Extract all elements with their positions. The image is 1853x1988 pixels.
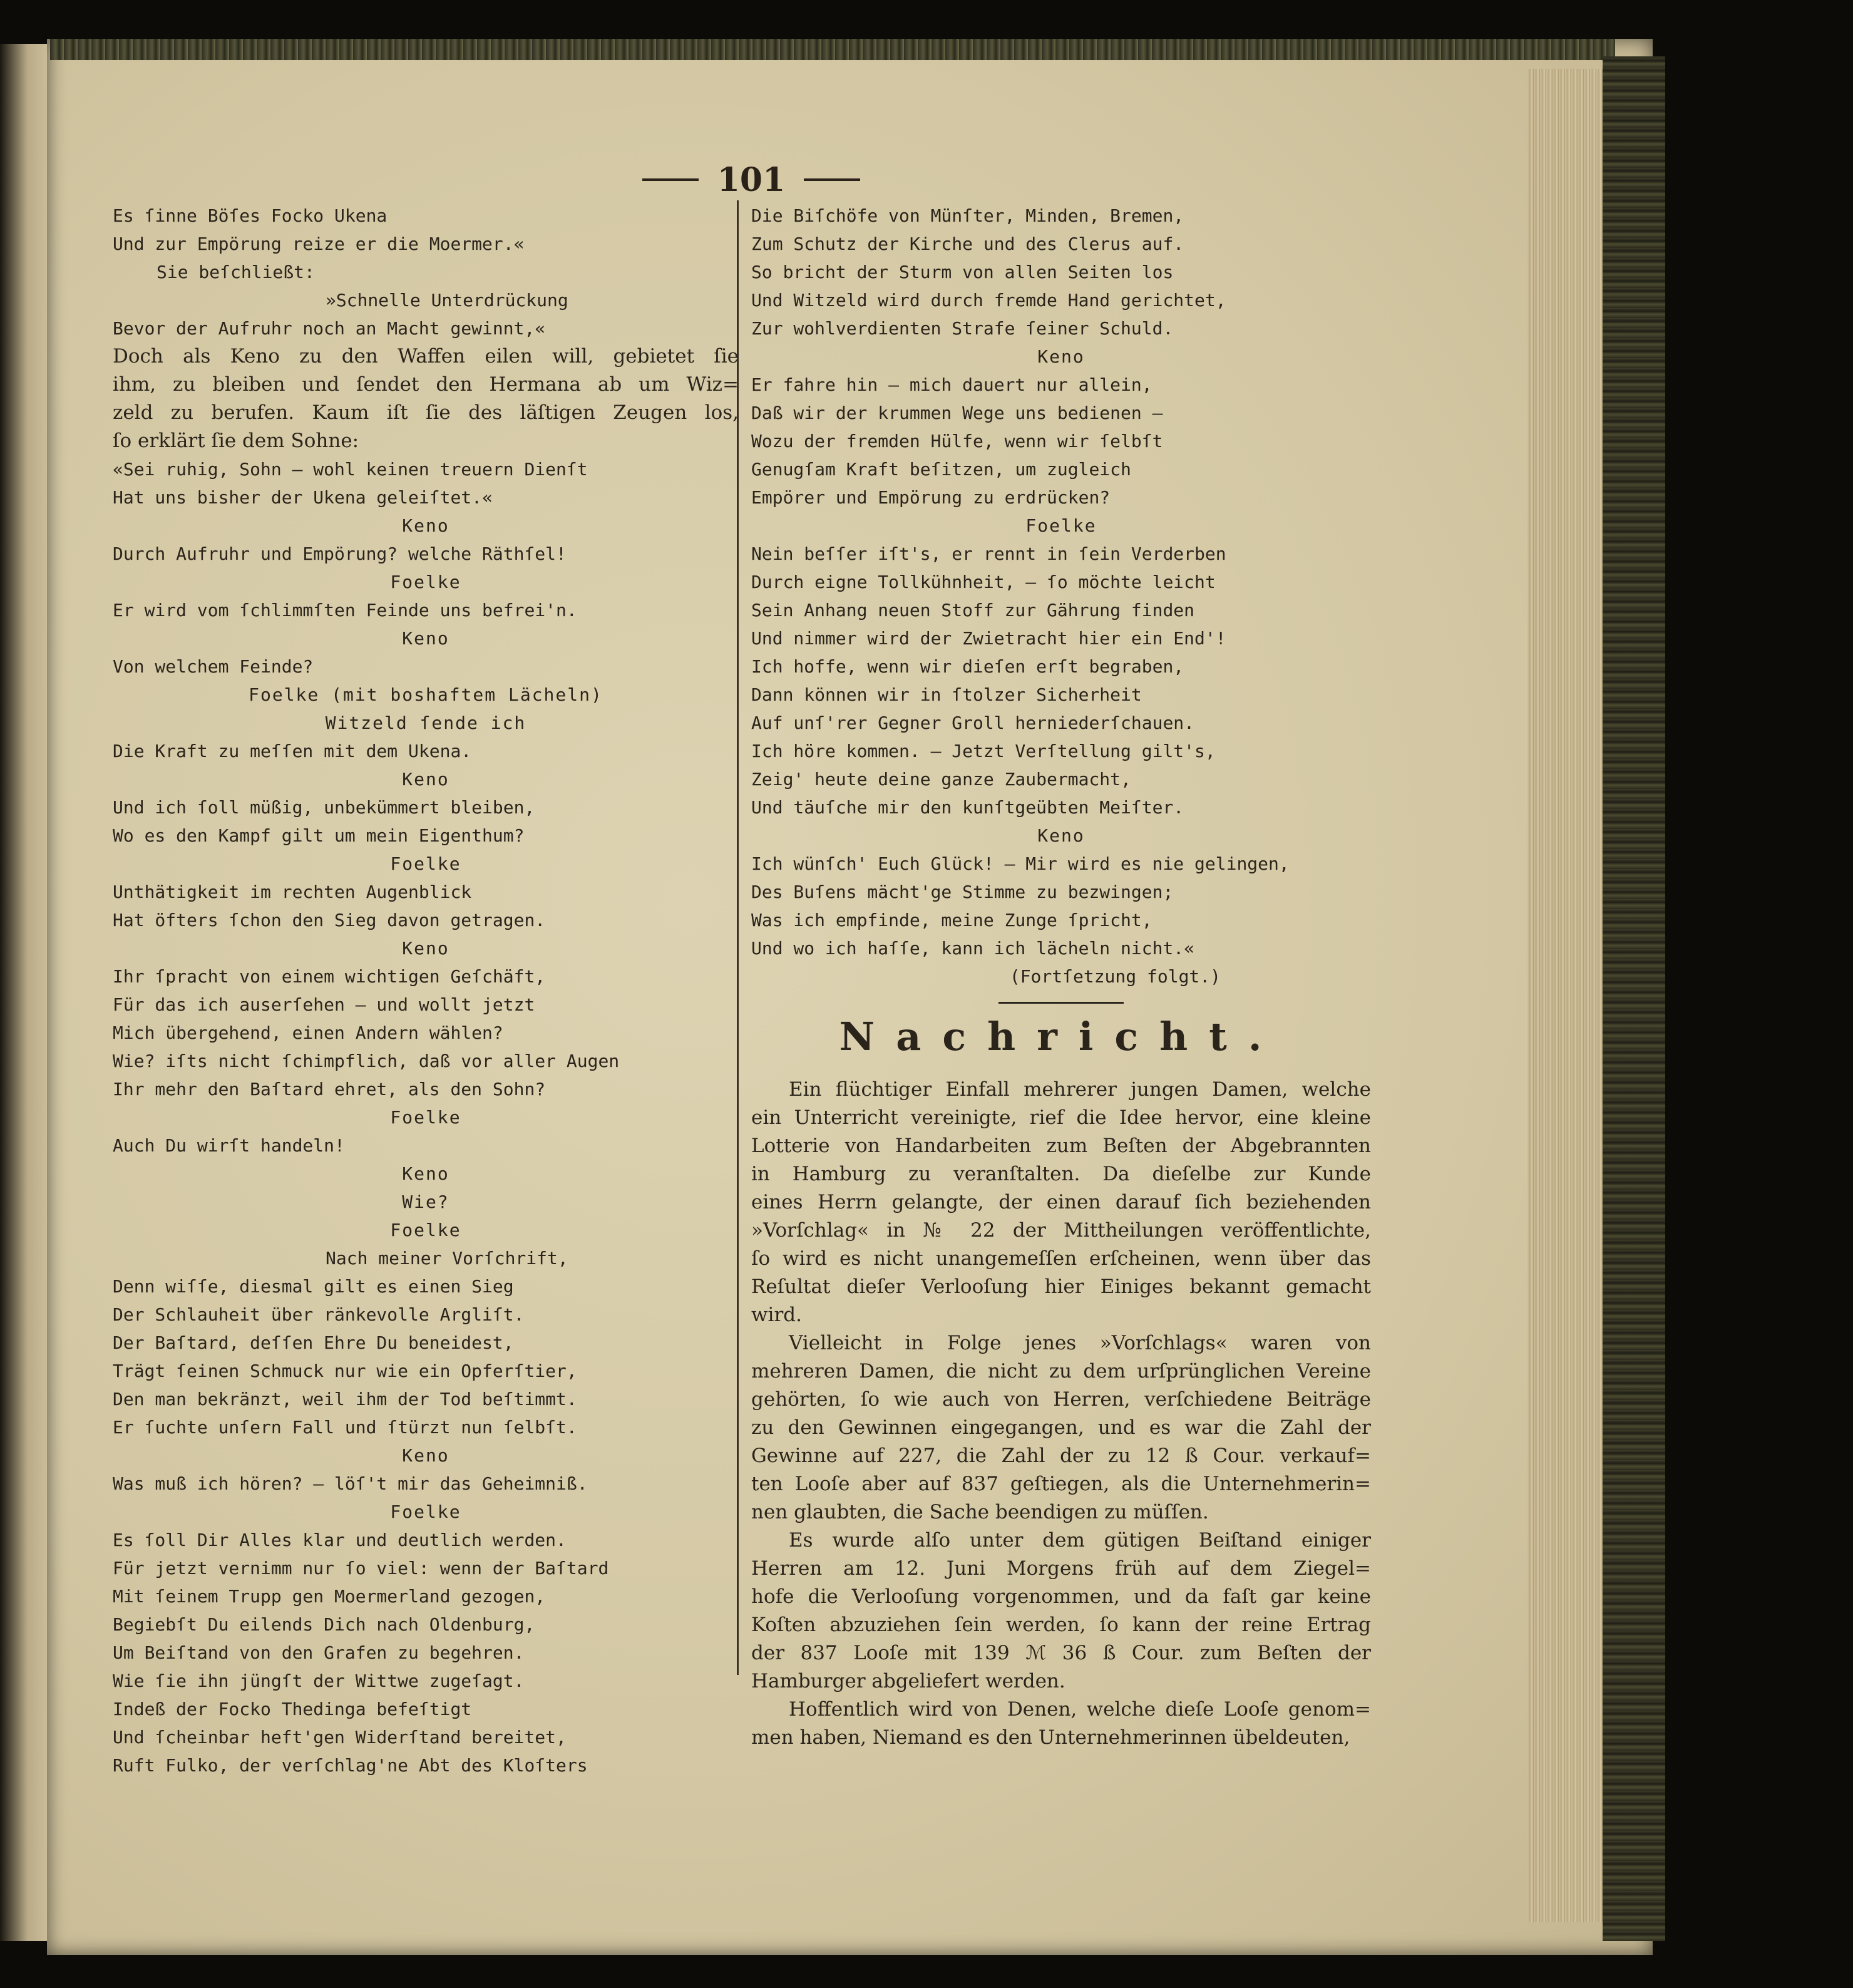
notice-line: in Hamburg zu veranſtalten. Da dieſelbe zur Kunde: [751, 1163, 1371, 1185]
verse-line: Nach meiner Vorſchrift,: [326, 1248, 568, 1269]
speaker-label: Keno: [402, 628, 449, 649]
verse-line: Empörer und Empörung zu erdrücken?: [751, 487, 1111, 508]
notice-line: der 837 Looſe mit 139 ℳ 36 ß Cour. zum Beſten der: [751, 1642, 1371, 1664]
page-number: 101: [717, 160, 786, 199]
verse-line: Die Kraft zu meſſen mit dem Ukena.: [113, 741, 472, 761]
verse-line: Ihr mehr den Baſtard ehret, als den Sohn?: [113, 1079, 546, 1100]
notice-line: Koſten abzuziehen ſein werden, ſo kann der reine Ertrag: [751, 1614, 1371, 1636]
notice-line: Vielleicht in Folge jenes »Vorſchlags« waren von: [789, 1332, 1371, 1354]
verse-line: Was muß ich hören? — löſ't mir das Geheimniß.: [113, 1473, 588, 1494]
section-rule: [998, 1002, 1124, 1004]
notice-line: Gewinne auf 227, die Zahl der zu 12 ß Cour. verkauf=: [751, 1445, 1371, 1467]
notice-paragraph: [751, 1076, 1371, 1329]
verse-line: Trägt ſeinen Schmuck nur wie ein Opferſtier,: [113, 1361, 577, 1381]
verse-line: Denn wiſſe, diesmal gilt es einen Sieg: [113, 1276, 514, 1297]
page-header: [613, 158, 889, 202]
verse-line: Der Baſtard, deſſen Ehre Du beneidest,: [113, 1332, 514, 1353]
speaker-label: Keno: [402, 938, 449, 959]
notice-title: Nachricht.: [839, 1014, 1283, 1059]
notice-body: [751, 1076, 1371, 1752]
speaker-label: Keno: [1037, 825, 1085, 846]
left-page-edge: [0, 44, 50, 1941]
verse-line: Er fahre hin — mich dauert nur allein,: [751, 374, 1152, 395]
verse-line: Daß wir der krummen Wege uns bedienen —: [751, 403, 1163, 423]
verse-line: Auf unſ'rer Gegner Groll herniederſchauen.: [751, 713, 1195, 733]
header-dash-right: [804, 178, 860, 181]
notice-line: Reſultat dieſer Verlooſung hier Einiges bekannt gemacht: [751, 1275, 1371, 1298]
notice-line: Herren am 12. Juni Morgens früh auf dem Ziegel=: [751, 1557, 1371, 1580]
prose-line: ihm, zu bleiben und ſendet den Hermana ab um Wiz=: [113, 373, 739, 396]
verse-line: Von welchem Feinde?: [113, 656, 314, 677]
speaker-label: Keno: [402, 1445, 449, 1466]
verse-line: Ich hoffe, wenn wir dieſen erſt begraben,: [751, 656, 1184, 677]
prose-line: zeld zu berufen. Kaum iſt ſie des läſtigen Zeugen los,: [113, 401, 739, 424]
speaker-label: Keno: [402, 1163, 449, 1184]
verse-line: Es ſinne Böſes Focko Ukena: [113, 205, 388, 226]
verse-line: Begiebſt Du eilends Dich nach Oldenburg,: [113, 1614, 535, 1635]
verse-line: Hat öfters ſchon den Sieg davon getragen.: [113, 910, 546, 930]
verse-line: Auch Du wirſt handeln!: [113, 1135, 345, 1156]
verse-line: Für das ich auserſehen — und wollt jetzt: [113, 994, 535, 1015]
verse-line: Und ſcheinbar heft'gen Widerſtand bereitet,: [113, 1727, 567, 1748]
notice-line: ein Unterricht vereinigte, rief die Idee hervor, eine kleine: [751, 1106, 1371, 1129]
notice-line: Hamburger abgeliefert werden.: [751, 1670, 1065, 1692]
verse-line: Sein Anhang neuen Stoff zur Gährung finden: [751, 600, 1195, 621]
notice-line: Es wurde alſo unter dem gütigen Beiſtand einiger: [789, 1529, 1371, 1552]
verse-line: Der Schlauheit über ränkevolle Argliſt.: [113, 1304, 525, 1325]
notice-line: Hoffentlich wird von Denen, welche dieſe Looſe genom=: [789, 1698, 1371, 1721]
verse-line: Indeß der Focko Thedinga befeſtigt: [113, 1699, 472, 1719]
verse-line: Er ſuchte unſern Fall und ſtürzt nun ſelbſt.: [113, 1417, 577, 1438]
speaker-label: Foelke: [390, 1220, 461, 1240]
speaker-label: Keno: [402, 515, 449, 536]
notice-line: Lotterie von Handarbeiten zum Beſten der Abgebrannten: [751, 1135, 1371, 1157]
notice-paragraph: [751, 1696, 1371, 1752]
verse-line: Wie ſie ihn jüngſt der Wittwe zugeſagt.: [113, 1671, 525, 1691]
continuation-note: (Fortſetzung folgt.): [1009, 966, 1221, 987]
verse-line: Um Beiſtand von den Grafen zu begehren.: [113, 1642, 525, 1663]
speaker-label: Witzeld ſende ich: [325, 713, 526, 733]
verse-line: Durch Aufruhr und Empörung? welche Räthſel!: [113, 543, 567, 564]
verse-line: Wie? iſts nicht ſchimpflich, daß vor aller Augen: [113, 1051, 620, 1071]
notice-paragraph: [751, 1329, 1371, 1527]
speaker-label: Foelke: [1025, 515, 1097, 536]
verse-line: Ich höre kommen. — Jetzt Verſtellung gilt's,: [751, 741, 1216, 761]
page-fore-edge: [1527, 69, 1603, 1922]
verse-line: Hat uns bisher der Ukena geleiſtet.«: [113, 487, 493, 508]
speaker-label: Keno: [1037, 346, 1085, 367]
verse-line: Mit ſeinem Trupp gen Moermerland gezogen,: [113, 1586, 546, 1607]
left-column: [113, 202, 739, 1779]
verse-line: Es ſoll Dir Alles klar und deutlich werden.: [113, 1530, 567, 1550]
speaker-label: Keno: [402, 769, 449, 790]
verse-line: Ich wünſch' Euch Glück! — Mir wird es nie gelingen,: [751, 853, 1290, 874]
verse-line: Wo es den Kampf gilt um mein Eigenthum?: [113, 825, 525, 846]
verse-line: Und zur Empörung reize er die Moermer.«: [113, 234, 525, 254]
right-column: [751, 202, 1371, 1752]
verse-block: [751, 202, 1371, 962]
verse-line: Wozu der fremden Hülfe, wenn wir ſelbſt: [751, 431, 1163, 451]
speaker-label: Wie?: [402, 1192, 449, 1212]
verse-line: Die Biſchöfe von Münſter, Minden, Bremen,: [751, 205, 1184, 226]
notice-line: zu den Gewinnen eingegangen, und es war die Zahl der: [751, 1416, 1371, 1439]
notice-line: mehreren Damen, die nicht zu dem urſprünglichen Vereine: [751, 1360, 1371, 1383]
verse-line: Und nimmer wird der Zwietracht hier ein End'!: [751, 628, 1226, 649]
verse-line: Nein beſſer iſt's, er rennt in ſein Verderben: [751, 543, 1226, 564]
verse-line: Zeig' heute deine ganze Zaubermacht,: [751, 769, 1131, 790]
verse-line: Er wird vom ſchlimmſten Feinde uns befrei'n.: [113, 600, 577, 621]
verse-line: Ihr ſpracht von einem wichtigen Geſchäft,: [113, 966, 546, 987]
notice-line: ſo wird es nicht unangemeſſen erſcheinen, wenn über das: [751, 1247, 1371, 1270]
verse-line: Ruft Fulko, der verſchlag'ne Abt des Kloſters: [113, 1755, 588, 1776]
verse-line: So bricht der Sturm von allen Seiten los: [751, 262, 1174, 282]
speaker-label: Foelke: [390, 1501, 461, 1522]
verse-line: Für jetzt vernimm nur ſo viel: wenn der Baſtard: [113, 1558, 609, 1579]
notice-line: wird.: [751, 1304, 802, 1326]
notice-line: »Vorſchlag« in № 22 der Mittheilungen veröffentlichte,: [751, 1219, 1371, 1242]
header-dash-left: [642, 178, 699, 181]
verse-line: Durch eigne Tollkühnheit, — ſo möchte leicht: [751, 572, 1216, 592]
notice-line: hofe die Verlooſung vorgenommen, und da faſt gar keine: [751, 1585, 1371, 1608]
verse-line: «Sei ruhig, Sohn — wohl keinen treuern Dienſt: [113, 459, 588, 480]
verse-line: Zur wohlverdienten Strafe ſeiner Schuld.: [751, 318, 1174, 339]
verse-line: Und wo ich haſſe, kann ich lächeln nicht.«: [751, 938, 1195, 959]
verse-line: Und Witzeld wird durch fremde Hand gerichtet,: [751, 290, 1226, 311]
verse-line: »Schnelle Unterdrückung: [326, 290, 568, 311]
verse-line: Zum Schutz der Kirche und des Clerus auf.: [751, 234, 1184, 254]
notice-paragraph: [751, 1527, 1371, 1696]
prose-line: ſo erklärt ſie dem Sohne:: [113, 430, 359, 452]
verse-line: Den man bekränzt, weil ihm der Tod beſtimmt.: [113, 1389, 577, 1409]
speaker-label: Foelke (mit boshaftem Lächeln): [249, 684, 603, 705]
verse-line: Und täuſche mir den kunſtgeübten Meiſter.: [751, 797, 1184, 818]
speaker-label: Foelke: [390, 1107, 461, 1128]
verse-line: Was ich empfinde, meine Zunge ſpricht,: [751, 910, 1152, 930]
notice-line: eines Herrn gelangte, der einen darauf ſich beziehenden: [751, 1191, 1371, 1213]
verse-line: Und ich ſoll müßig, unbekümmert bleiben,: [113, 797, 535, 818]
notice-line: gehörten, ſo wie auch von Herren, verſchiedene Beiträge: [751, 1388, 1371, 1411]
notice-line: Ein flüchtiger Einfall mehrerer jungen Damen, welche: [789, 1078, 1371, 1101]
prose-line: Doch als Keno zu den Waffen eilen will, gebietet ſie: [113, 345, 739, 368]
verse-line: Des Buſens mächt'ge Stimme zu bezwingen;: [751, 882, 1174, 902]
notice-line: nen glaubten, die Sache beendigen zu müſſen.: [751, 1501, 1209, 1523]
verse-line: Mich übergehend, einen Andern wählen?: [113, 1022, 503, 1043]
speaker-label: Foelke: [390, 572, 461, 592]
verse-line: Genugſam Kraft beſitzen, um zugleich: [751, 459, 1131, 480]
stage-direction: Sie beſchließt:: [157, 262, 315, 282]
speaker-label: Foelke: [390, 853, 461, 874]
verse-line: Dann können wir in ſtolzer Sicherheit: [751, 684, 1142, 705]
notice-line: ten Looſe aber auf 837 geſtiegen, als die Unternehmerin=: [751, 1473, 1371, 1495]
notice-line: men haben, Niemand es den Unternehmerinnen übeldeuten,: [751, 1726, 1350, 1749]
marbled-cover-edge: [1603, 56, 1665, 1941]
verse-line: Bevor der Aufruhr noch an Macht gewinnt,«: [113, 318, 546, 339]
verse-line: Unthätigkeit im rechten Augenblick: [113, 882, 472, 902]
top-binding-edge: [50, 39, 1615, 60]
